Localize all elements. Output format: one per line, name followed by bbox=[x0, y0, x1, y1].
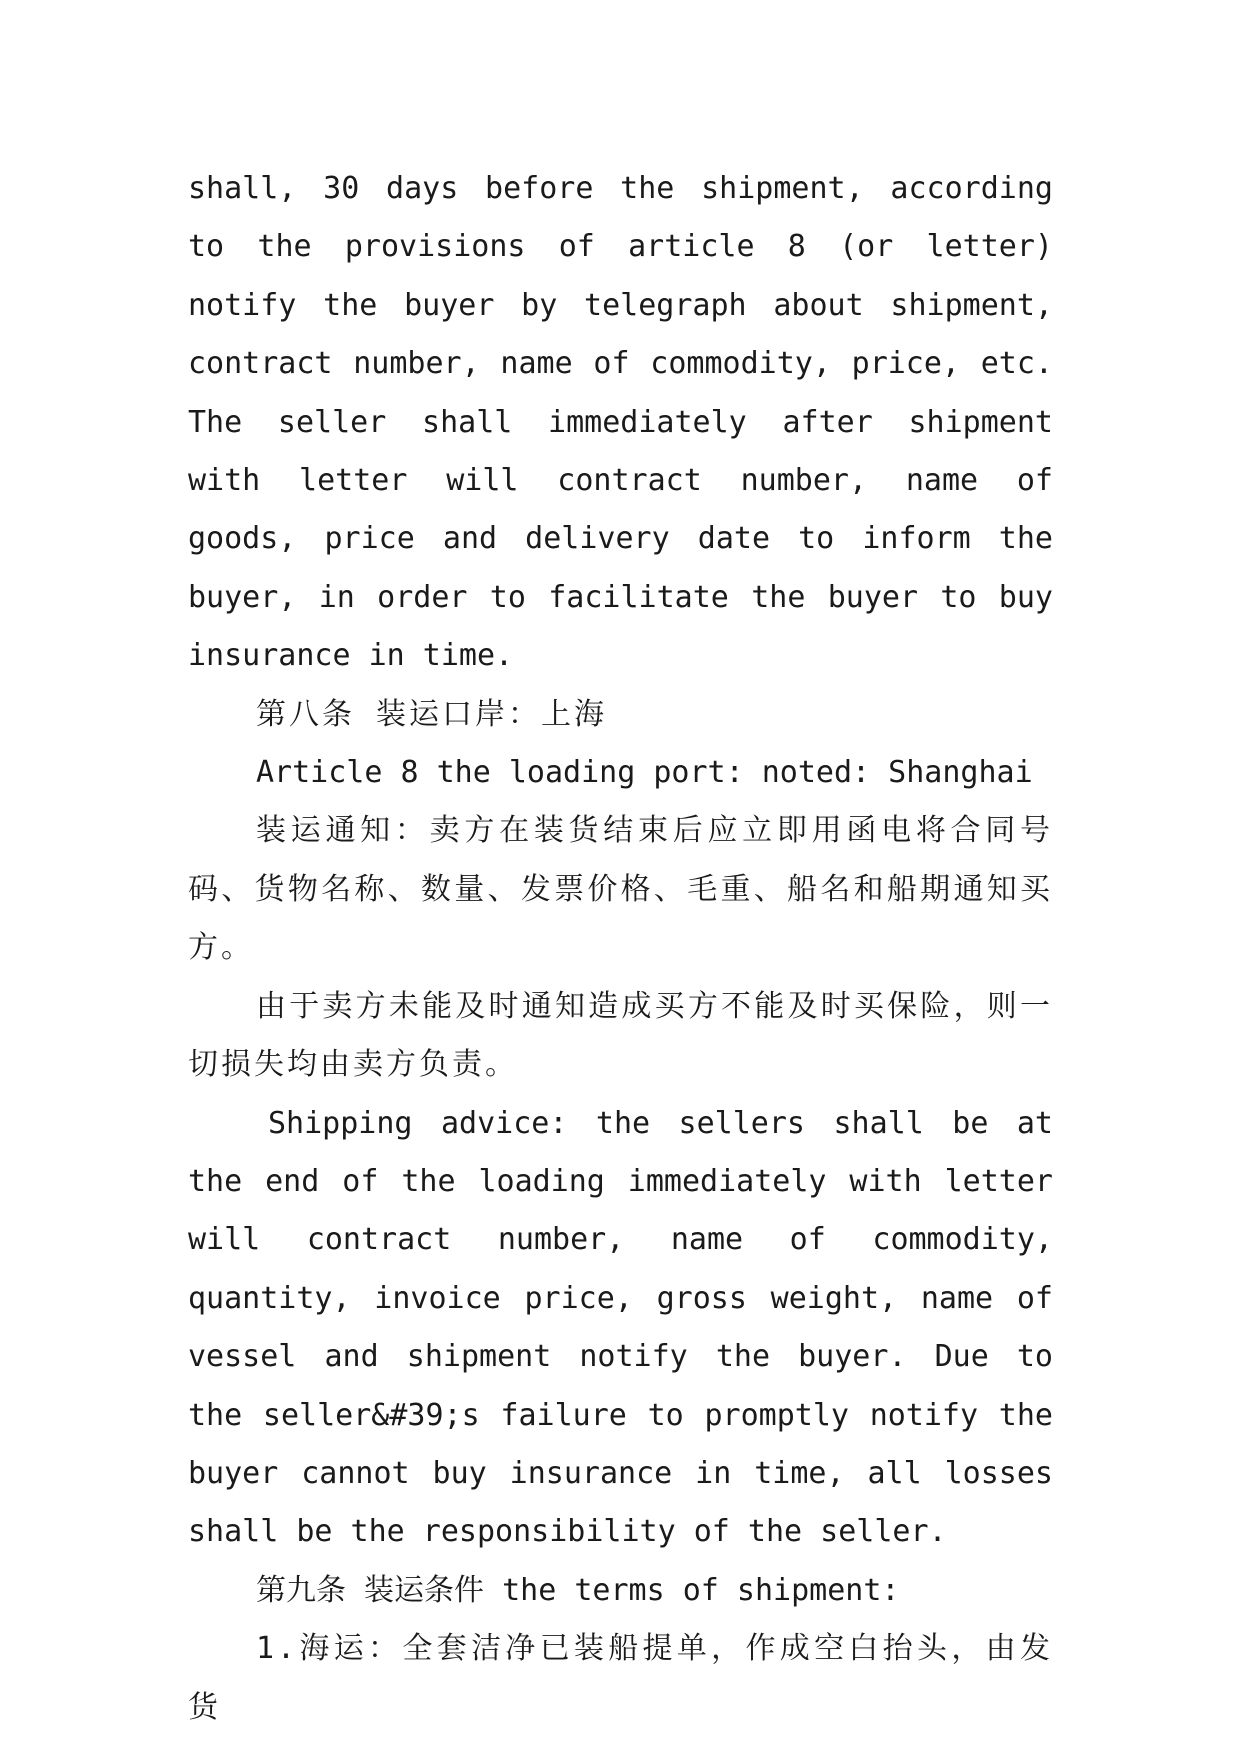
document-body bbox=[188, 160, 1053, 1737]
paragraph-shipment-notice-continued: shall, 30 days before the shipment, according to the provisions of article 8 (or letter) notify the buyer by telegraph about shipment, contract number, name of commodity, price, etc. The seller shall immediately after shipment with letter will contract number, name of goods, price and delivery date to inform the buyer, in order to facilitate the buyer to buy insurance in time. bbox=[188, 171, 1053, 674]
paragraph-article-8-heading-cn: 第八条 装运口岸：上海 bbox=[256, 696, 608, 732]
paragraph-shipping-advice-en: Shipping advice: the sellers shall be at the end of the loading immediately with letter will contract number, name of commodity, quantity, invoice price, gross weight, name of vessel and shipment notify the buyer. Due to the seller&#39;s failure to promptly notify the buyer cannot buy insurance in time, all losses shall be the responsibility of the seller. bbox=[188, 1105, 1053, 1550]
paragraph-shipping-advice-cn: 装运通知：卖方在装货结束后应立即用函电将合同号码、货物名称、数量、发票价格、毛重、船名和船期通知买方。 bbox=[188, 813, 1053, 966]
paragraph-article-8-heading-en: Article 8 the loading port: noted: Shanghai bbox=[256, 755, 1033, 791]
paragraph-liability-cn: 由于卖方未能及时通知造成买方不能及时买保险，则一切损失均由卖方负责。 bbox=[188, 988, 1053, 1083]
paragraph-sea-transport: 1.海运：全套洁净已装船提单，作成空白抬头，由发货 bbox=[188, 1631, 1053, 1725]
paragraph-article-9-heading: 第九条 装运条件 the terms of shipment: bbox=[256, 1572, 900, 1608]
